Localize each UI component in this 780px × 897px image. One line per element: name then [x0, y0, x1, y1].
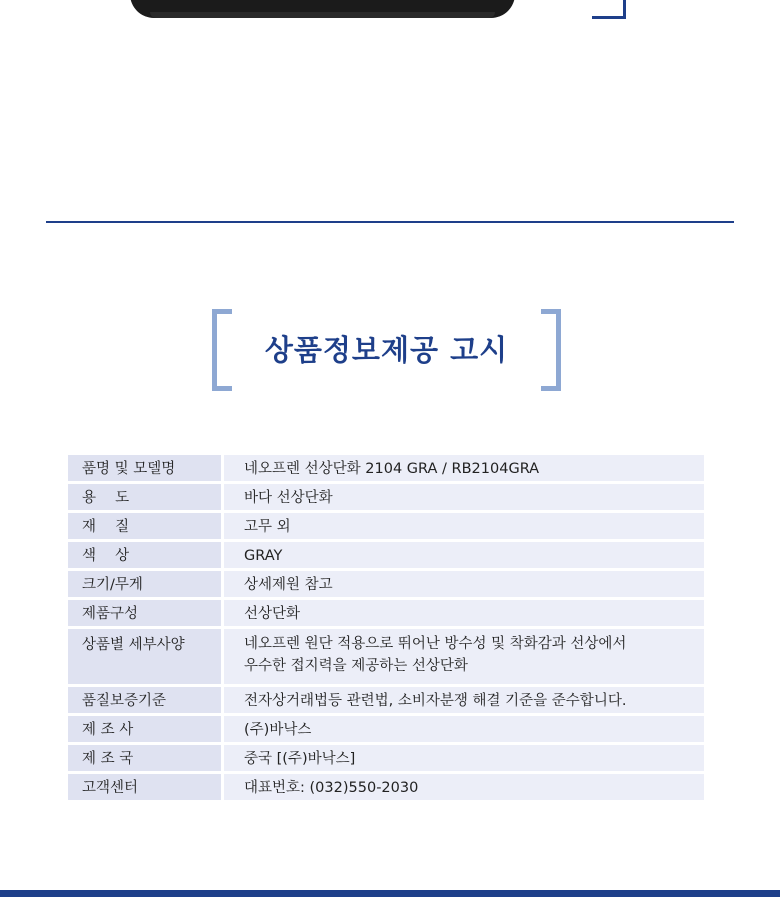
- table-row: [68, 542, 704, 568]
- row-value: 전자상거래법등 관련법, 소비자분쟁 해결 기준을 준수합니다.: [224, 687, 704, 713]
- row-value: [224, 629, 704, 684]
- table-row: [68, 774, 704, 800]
- table-row: [68, 484, 704, 510]
- left-bracket-decoration: [212, 309, 232, 391]
- row-value-line: 네오프렌 원단 적용으로 뛰어난 방수성 및 착화감과 선상에서: [244, 636, 627, 652]
- row-value: 대표번호: (032)550-2030: [224, 774, 704, 800]
- table-row: [68, 716, 704, 742]
- row-value: 네오프렌 선상단화 2104 GRA / RB2104GRA: [224, 455, 704, 481]
- row-label: 제 조 사: [68, 716, 221, 742]
- row-value: 선상단화: [224, 600, 704, 626]
- table-row: [68, 513, 704, 539]
- row-value-line: 우수한 접지력을 제공하는 선상단화: [244, 658, 468, 674]
- right-bracket-decoration: [541, 309, 561, 391]
- row-label: 용 도: [68, 484, 221, 510]
- row-value: 상세제원 참고: [224, 571, 704, 597]
- bottom-bar: [0, 890, 780, 897]
- row-label: 제품구성: [68, 600, 221, 626]
- row-label: 상품별 세부사양: [68, 629, 221, 684]
- row-label: 크기/무게: [68, 571, 221, 597]
- table-row: [68, 455, 704, 481]
- table-row: [68, 571, 704, 597]
- table-row: [68, 600, 704, 626]
- section-divider: [46, 221, 734, 223]
- row-value: (주)바낙스: [224, 716, 704, 742]
- product-info-table: [68, 455, 704, 803]
- shoe-sole-edge: [150, 12, 495, 18]
- row-label: 제 조 국: [68, 745, 221, 771]
- notice-title: 상품정보제공 고시: [264, 333, 509, 367]
- row-label: 고객센터: [68, 774, 221, 800]
- row-value: GRAY: [224, 542, 704, 568]
- row-value: 중국 [(주)바낙스]: [224, 745, 704, 771]
- row-value: 바다 선상단화: [224, 484, 704, 510]
- table-row: [68, 687, 704, 713]
- row-value: 고무 외: [224, 513, 704, 539]
- table-row: [68, 745, 704, 771]
- row-label: 색 상: [68, 542, 221, 568]
- row-label: 재 질: [68, 513, 221, 539]
- row-label: 품명 및 모델명: [68, 455, 221, 481]
- table-row: [68, 629, 704, 684]
- row-label: 품질보증기준: [68, 687, 221, 713]
- corner-bracket-decoration: [592, 0, 626, 19]
